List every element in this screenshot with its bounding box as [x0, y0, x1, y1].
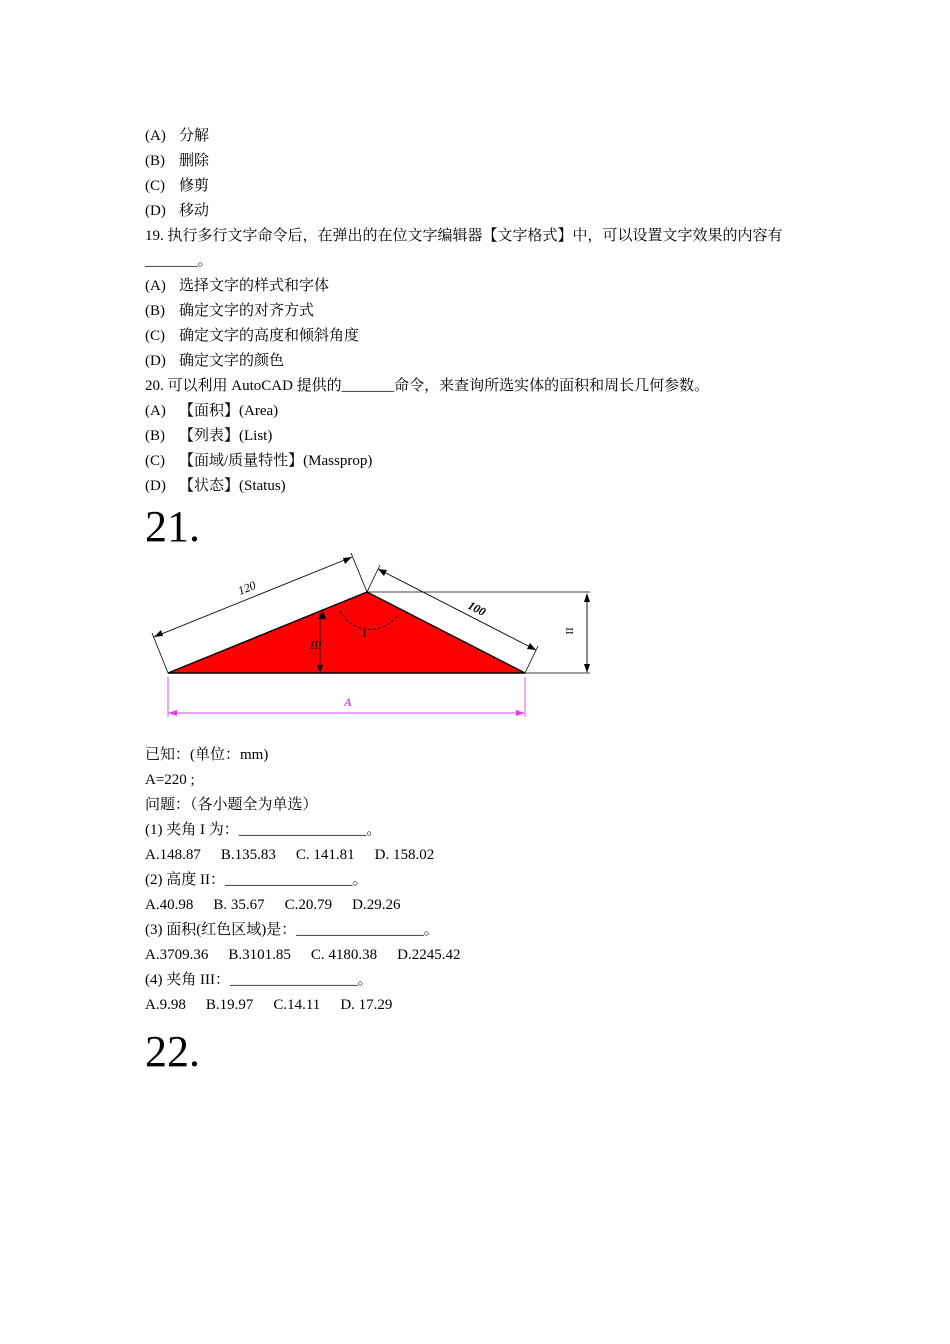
choice: C.14.11 — [273, 997, 321, 1013]
q19-option-d: (D) 确定文字的颜色 — [145, 353, 285, 369]
choice: B.3101.85 — [228, 947, 291, 963]
sub-question-3: (3) 面积(红色区域)是：_________________。 — [145, 922, 439, 938]
label-120: 120 — [235, 578, 258, 598]
triangle-drawing — [140, 553, 610, 739]
dimA-arrow-right — [516, 710, 525, 716]
document-page — [145, 124, 825, 1078]
choice: D.29.26 — [352, 897, 401, 913]
sub-question-4: (4) 夹角 III：_________________。 — [145, 972, 373, 988]
dim100-ext-right — [525, 646, 538, 673]
choice: B. 35.67 — [213, 897, 265, 913]
q19-option-a: (A) 选择文字的样式和字体 — [145, 278, 330, 294]
a-value: A=220 ; — [145, 772, 195, 788]
dim100-arrow-right — [527, 643, 536, 650]
height-arrow-bottom — [584, 664, 590, 673]
dim120-arrow-left — [154, 630, 163, 637]
choice: A.40.98 — [145, 897, 194, 913]
known-units: 已知：(单位：mm) — [145, 747, 269, 763]
q18-option-a: (A) 分解 — [145, 128, 210, 144]
dim100-arrow-left — [378, 569, 387, 576]
sub-question-1: (1) 夹角 I 为：_________________。 — [145, 822, 382, 838]
sub-question-4-choices — [145, 993, 825, 1018]
q18-option-d: (D) 移动 — [145, 203, 210, 219]
label-III: III — [310, 638, 322, 652]
choice: D. 17.29 — [340, 997, 393, 1013]
choice: C.20.79 — [284, 897, 333, 913]
question-header: 问题：（各小题全为单选） — [145, 797, 318, 813]
sub-question-2-choices — [145, 893, 825, 918]
dimA-arrow-left — [168, 710, 177, 716]
q20-question: 20. 可以利用 AutoCAD 提供的_______命令，来查询所选实体的面积和周长几何参数。 — [145, 378, 710, 394]
sub-question-1-choices — [145, 843, 825, 868]
triangle-figure — [140, 553, 610, 739]
dim120-arrow-right — [343, 557, 352, 564]
choice: D. 158.02 — [374, 847, 435, 863]
choice: C. 141.81 — [295, 847, 355, 863]
q18-option-b: (B) 删除 — [145, 153, 210, 169]
choice: A.148.87 — [145, 847, 201, 863]
choice: A.3709.36 — [145, 947, 209, 963]
choice: C. 4180.38 — [310, 947, 378, 963]
q19-question: 19. 执行多行文字命令后，在弹出的在位文字编辑器【文字格式】中，可以设置文字效果的内容有_______。 — [145, 228, 783, 269]
dim120-ext-left — [152, 633, 168, 673]
sub-question-3-choices — [145, 943, 825, 968]
choice: A.9.98 — [145, 997, 186, 1013]
label-A: A — [344, 695, 353, 709]
choice: D.2245.42 — [397, 947, 461, 963]
label-I: I — [363, 629, 367, 640]
q18-option-c: (C) 修剪 — [145, 178, 210, 194]
q21-number: 21. — [145, 502, 200, 551]
choice: B.19.97 — [205, 997, 254, 1013]
label-II: II — [564, 627, 576, 635]
q19-option-c: (C) 确定文字的高度和倾斜角度 — [145, 328, 360, 344]
sub-question-2: (2) 高度 II：_________________。 — [145, 872, 368, 888]
q22-number: 22. — [145, 1027, 200, 1076]
q20-option-d: (D) 【状态】(Status) — [145, 478, 286, 494]
q20-option-b: (B) 【列表】(List) — [145, 428, 273, 444]
q20-option-a: (A) 【面积】(Area) — [145, 403, 279, 419]
height-arrow-top — [584, 593, 590, 602]
q20-option-c: (C) 【面域/质量特性】(Massprop) — [145, 453, 373, 469]
q19-option-b: (B) 确定文字的对齐方式 — [145, 303, 315, 319]
label-100: 100 — [465, 598, 489, 619]
dim120-ext-right — [351, 553, 367, 592]
choice: B.135.83 — [220, 847, 276, 863]
